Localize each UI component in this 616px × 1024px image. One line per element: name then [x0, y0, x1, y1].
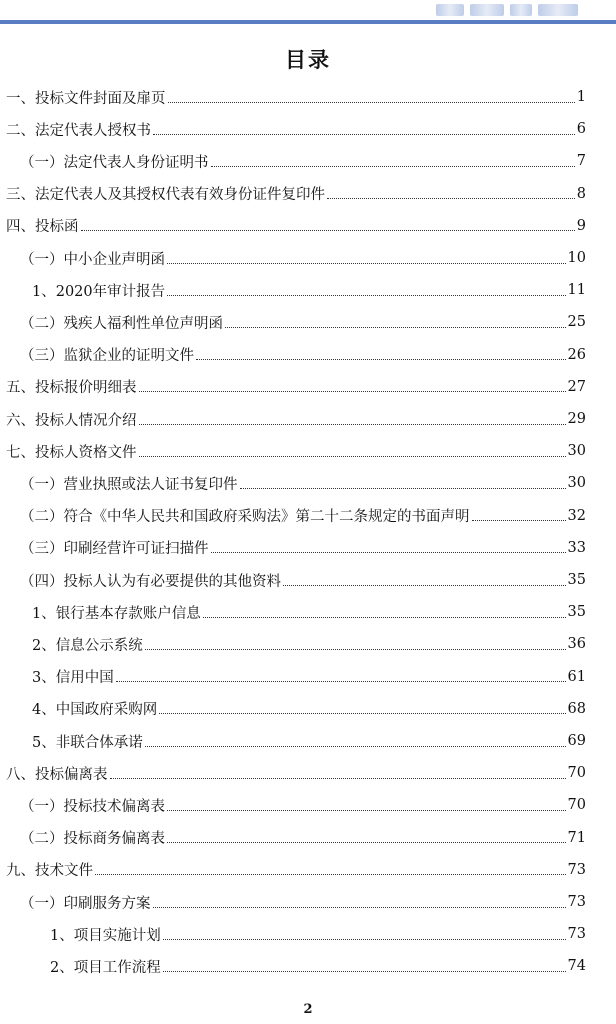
toc-entry[interactable]	[0, 596, 616, 628]
toc-dot-leader	[110, 778, 566, 779]
toc-entry-label: 5、非联合体承诺	[32, 734, 143, 751]
toc-entry-label: （四）投标人认为有必要提供的其他资料	[20, 573, 281, 590]
toc-dot-leader	[139, 391, 566, 392]
toc-entry[interactable]	[0, 403, 616, 435]
toc-entry-page: 8	[576, 185, 586, 202]
toc-dot-leader	[153, 907, 566, 908]
toc-entry-page: 11	[567, 282, 586, 299]
page-title: 目录	[285, 47, 331, 72]
toc-entry-page: 70	[567, 797, 586, 814]
toc-dot-leader	[203, 617, 566, 618]
toc-entry[interactable]	[0, 435, 616, 467]
toc-entry-page: 26	[567, 346, 586, 363]
toc-dot-leader	[139, 424, 566, 425]
toc-entry-page: 7	[576, 153, 586, 170]
toc-entry-page: 32	[567, 507, 586, 524]
toc-entry-page: 33	[567, 539, 586, 556]
toc-dot-leader	[163, 939, 566, 940]
toc-entry[interactable]	[0, 532, 616, 564]
toc-entry-label: 1、2020年审计报告	[32, 283, 166, 300]
toc-entry[interactable]	[0, 661, 616, 693]
toc-entry[interactable]	[0, 693, 616, 725]
toc-entry-page: 10	[567, 250, 586, 266]
toc-entry-label: （一）法定代表人身份证明书	[20, 154, 209, 171]
toc-entry[interactable]	[0, 950, 616, 982]
toc-entry-label: 九、技术文件	[6, 863, 93, 880]
toc-dot-leader	[240, 488, 566, 489]
toc-entry-label: （二）投标商务偏离表	[20, 831, 165, 848]
toc-dot-leader	[283, 585, 566, 586]
toc-entry-page: 71	[567, 829, 586, 846]
toc-entry-label: 4、中国政府采购网	[32, 702, 158, 719]
toc-entry-label: 一、投标文件封面及扉页	[6, 90, 166, 107]
toc-entry[interactable]	[0, 918, 616, 950]
toc-entry-label: 1、银行基本存款账户信息	[32, 605, 201, 622]
toc-entry[interactable]	[0, 725, 616, 757]
toc-entry[interactable]	[0, 628, 616, 660]
toc-entry-label: 2、信息公示系统	[32, 637, 143, 654]
toc-dot-leader	[167, 295, 565, 296]
toc-entry-page: 69	[567, 733, 586, 749]
toc-dot-leader	[168, 102, 575, 103]
toc-entry-page: 30	[567, 475, 586, 492]
toc-dot-leader	[81, 230, 575, 231]
toc-dot-leader	[472, 520, 566, 521]
toc-entry[interactable]	[0, 242, 616, 274]
toc-dot-leader	[225, 327, 566, 328]
toc-entry[interactable]	[0, 789, 616, 821]
toc-entry-page: 30	[567, 443, 586, 460]
toc-entry[interactable]	[0, 757, 616, 789]
toc-dot-leader	[327, 198, 575, 199]
header-blurred-text	[436, 2, 596, 18]
toc-entry-label: 五、投标报价明细表	[6, 380, 137, 397]
toc-dot-leader	[196, 359, 566, 360]
toc-entry-page: 25	[567, 314, 586, 331]
toc-entry-label: （一）营业执照或法人证书复印件	[20, 476, 238, 493]
toc-entry-label: （三）监狱企业的证明文件	[20, 348, 194, 365]
toc-entry-label: （二）符合《中华人民共和国政府采购法》第二十二条规定的书面声明	[20, 509, 470, 526]
toc-entry[interactable]	[0, 467, 616, 499]
toc-entry-label: 八、投标偏离表	[6, 766, 108, 783]
toc-entry-label: （一）印刷服务方案	[20, 895, 151, 912]
toc-dot-leader	[95, 874, 566, 875]
toc-entry-label: （一）中小企业声明函	[20, 251, 165, 268]
toc-entry-label: 四、投标函	[6, 219, 79, 236]
toc-entry[interactable]	[0, 822, 616, 854]
toc-entry[interactable]	[0, 854, 616, 886]
toc-entry[interactable]	[0, 339, 616, 371]
toc-entry-page: 73	[567, 894, 586, 910]
toc-entry-page: 68	[567, 700, 586, 717]
toc-entry-label: 二、法定代表人授权书	[6, 122, 151, 139]
toc-dot-leader	[145, 746, 566, 747]
toc-dot-leader	[145, 649, 566, 650]
toc-dot-leader	[163, 971, 566, 972]
toc-dot-leader	[139, 456, 566, 457]
toc-entry-page: 9	[576, 217, 586, 234]
toc-entry-page: 61	[567, 668, 586, 685]
toc-entry-label: （二）残疾人福利性单位声明函	[20, 315, 223, 332]
toc-entry-page: 27	[567, 378, 586, 395]
toc-entry-page: 73	[567, 926, 586, 943]
toc-entry-label: 1、项目实施计划	[50, 927, 161, 944]
toc-entry[interactable]	[0, 178, 616, 210]
toc-dot-leader	[211, 166, 575, 167]
page-header	[0, 0, 616, 26]
toc-entry[interactable]	[0, 274, 616, 306]
toc-entry-page: 70	[567, 765, 586, 782]
toc-dot-leader	[116, 681, 566, 682]
toc-entry-page: 35	[567, 604, 586, 621]
toc-entry-page: 35	[567, 572, 586, 588]
toc-entry-page: 36	[567, 636, 586, 653]
toc-entry-page: 1	[576, 89, 586, 105]
toc-entry-page: 6	[576, 121, 586, 138]
toc-entry-label: 2、项目工作流程	[50, 959, 161, 976]
toc-entry-label: 七、投标人资格文件	[6, 444, 137, 461]
toc-entry-page: 29	[567, 411, 586, 427]
toc-dot-leader	[167, 810, 566, 811]
toc-entry[interactable]	[0, 81, 616, 113]
toc-entry-page: 74	[567, 958, 586, 975]
toc-entry[interactable]	[0, 564, 616, 596]
header-rule	[0, 20, 616, 24]
toc-entry[interactable]	[0, 886, 616, 918]
toc-entry[interactable]	[0, 145, 616, 177]
toc-dot-leader	[167, 842, 566, 843]
toc-entry[interactable]	[0, 210, 616, 242]
toc-dot-leader	[153, 134, 575, 135]
toc-dot-leader	[211, 552, 566, 553]
toc-entry-page: 73	[567, 861, 586, 878]
toc-entry[interactable]	[0, 500, 616, 532]
toc-entry[interactable]	[0, 306, 616, 338]
toc-entry[interactable]	[0, 371, 616, 403]
toc-entry-label: （一）投标技术偏离表	[20, 798, 165, 815]
toc-entry[interactable]	[0, 113, 616, 145]
toc-entry-label: 三、法定代表人及其授权代表有效身份证件复印件	[6, 187, 325, 204]
footer-page-number: 2	[303, 1002, 313, 1017]
toc-dot-leader	[167, 263, 566, 264]
toc-entry-label: 六、投标人情况介绍	[6, 412, 137, 429]
toc-dot-leader	[159, 713, 565, 714]
toc-entry-label: （三）印刷经营许可证扫描件	[20, 541, 209, 558]
toc-entry-label: 3、信用中国	[32, 670, 114, 687]
